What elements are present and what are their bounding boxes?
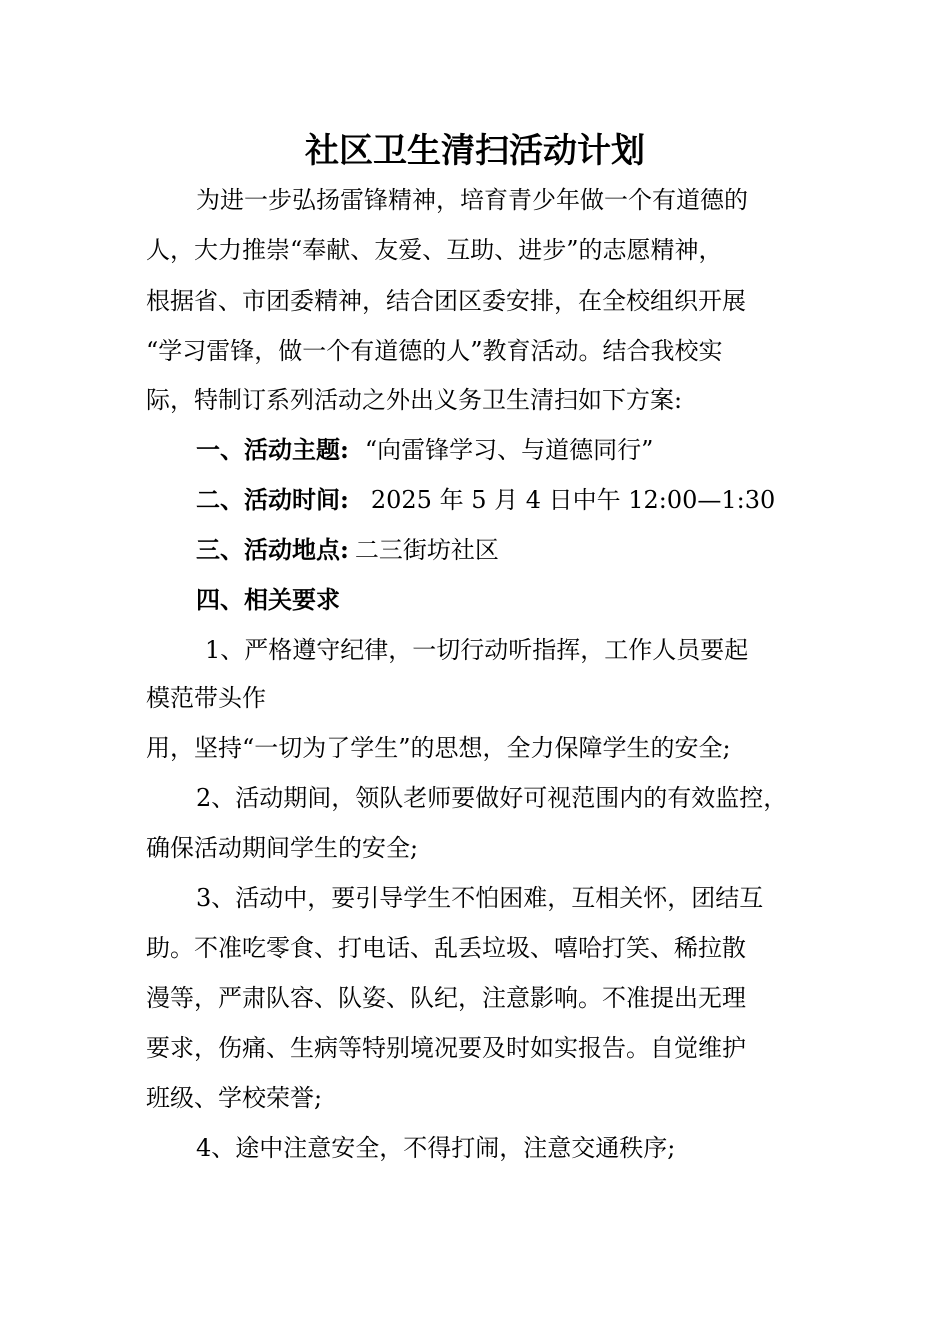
req-3-line-3: 漫等，严肃队容、队姿、队纪，注意影响。不准提出无理 (146, 984, 746, 1012)
intro-line-3: 根据省、市团委精神，结合团区委安排，在全校组织开展 (146, 287, 746, 315)
section-theme-label: 一、活动主题: (196, 435, 349, 464)
section-requirements-heading: 四、相关要求 (196, 585, 340, 614)
intro-line-4: “学习雷锋，做一个有道德的人”教育活动。结合我校实 (146, 337, 723, 365)
req-3-line-5: 班级、学校荣誉; (146, 1084, 323, 1112)
req-3-line-1: 3、活动中，要引导学生不怕困难，互相关怀，团结互 (196, 884, 764, 912)
intro-line-5: 际，特制订系列活动之外出义务卫生清扫如下方案: (146, 386, 683, 414)
section-location-label: 三、活动地点: (196, 535, 349, 564)
section-theme-value: “向雷锋学习、与道德同行” (364, 436, 654, 464)
section-location-value: 二三街坊社区 (354, 536, 499, 564)
section-time-value: 2025 年 5 月 4 日中午 12:00—1:30 (370, 486, 776, 514)
req-2-line-1: 2、活动期间，领队老师要做好可视范围内的有效监控， (196, 784, 788, 812)
section-location (196, 533, 499, 567)
section-time (196, 483, 775, 517)
document-title: 社区卫生清扫活动计划 (305, 131, 645, 171)
req-3-line-4: 要求，伤痛、生病等特别境况要及时如实报告。自觉维护 (146, 1034, 746, 1062)
req-2-line-2: 确保活动期间学生的安全; (146, 834, 419, 862)
section-time-label: 二、活动时间: (196, 485, 349, 514)
req-1-line-3: 用，坚持“一切为了学生”的思想，全力保障学生的安全; (146, 734, 731, 762)
req-1-line-1: 1、严格遵守纪律，一切行动听指挥，工作人员要起 (205, 636, 749, 664)
section-theme (196, 433, 653, 467)
req-3-line-2: 助。不准吃零食、打电话、乱丢垃圾、嘻哈打笑、稀拉散 (146, 934, 746, 962)
intro-line-2: 人，大力推崇“奉献、友爱、互助、进步”的志愿精神， (146, 236, 723, 264)
req-1-line-2: 模范带头作 (146, 684, 266, 712)
req-4-line-1: 4、途中注意安全，不得打闹，注意交通秩序; (196, 1134, 676, 1162)
intro-line-1: 为进一步弘扬雷锋精神，培育青少年做一个有道德的 (196, 186, 748, 214)
